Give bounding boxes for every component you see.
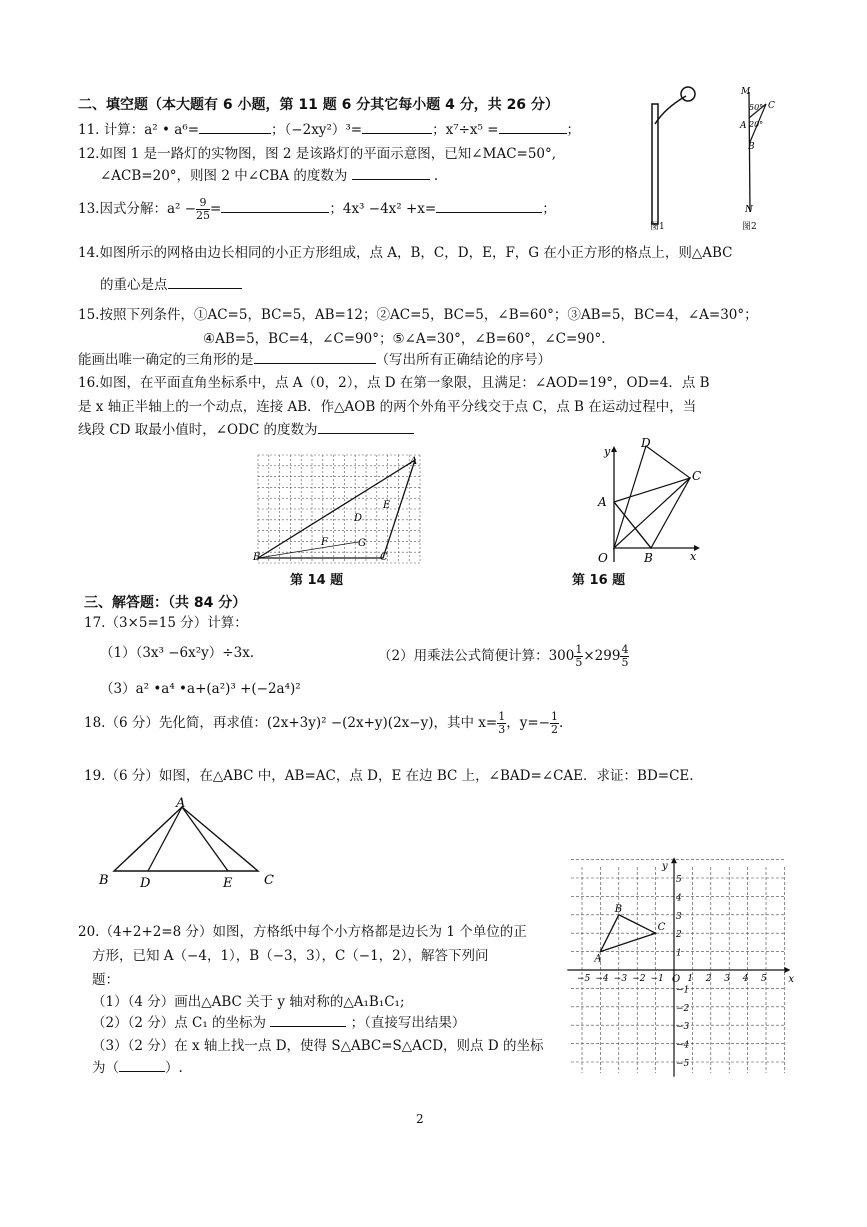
- tick-labels: [577, 875, 767, 1069]
- point-label-A: A: [410, 456, 418, 467]
- angle-label: 20°: [749, 120, 764, 129]
- q16-line1: 16.如图，在平面直角坐标系中，点 A（0，2），点 D 在第一象限，且满足：∠AOD=19°，OD=4．点 B: [78, 375, 710, 391]
- q17-2: （2）用乘法公式简便计算：300 $\frac{1}{5}$ ×299 $\frac{4}{5}$: [378, 643, 629, 669]
- y-tick-label: −3: [676, 1022, 690, 1033]
- x-tick-label: −3: [613, 974, 628, 984]
- axis-label-x: x: [788, 974, 795, 985]
- q20-4: 为（ ）.: [92, 1060, 183, 1076]
- q17-1: （1）（3x³ −6x²y）÷3x.: [100, 645, 255, 661]
- point-label-B: B: [644, 551, 653, 565]
- answer-blank[interactable]: [318, 421, 414, 434]
- angle-label: 50°: [749, 103, 764, 112]
- q16-line2: 是 x 轴正半轴上的一个动点，连接 AB．作△AOB 的两个外角平分线交于点 C，点 B 在运动过程中，当: [78, 399, 697, 415]
- point-label-B: B: [99, 873, 109, 888]
- q19: 19.（6 分）如图，在△ABC 中，AB=AC，点 D，E 在边 BC 上，∠BAD=∠CAE．求证：BD=CE.: [84, 768, 694, 784]
- figure-19-triangle: [96, 795, 286, 890]
- x-tick-label: −4: [595, 974, 609, 984]
- lamp-photo-figure: [652, 87, 695, 224]
- x-axis-arrow: [784, 967, 790, 973]
- y-tick-label: 5: [676, 875, 682, 885]
- point-label-A: A: [740, 121, 747, 131]
- y-tick-label: 4: [676, 893, 682, 904]
- q20-line2: 方形，已知 A（−4，1），B（−3，3），C（−1，2），解答下列问: [92, 948, 489, 964]
- point-label-D: D: [354, 513, 363, 524]
- answer-blank[interactable]: [254, 351, 376, 364]
- q15-line3: 能画出唯一确定的三角形的是 （写出所有正确结论的序号）: [78, 352, 551, 368]
- answer-blank[interactable]: [436, 200, 542, 213]
- point-label-D: D: [641, 436, 651, 450]
- q12-line2: ∠ACB=20°，则图 2 中∠CBA 的度数为 .: [100, 168, 439, 184]
- q17: 17.（3×5=15 分）计算：: [84, 615, 248, 631]
- x-tick-label: −2: [632, 974, 646, 984]
- answer-blank[interactable]: [352, 167, 430, 180]
- x-tick-label: 5: [761, 974, 767, 984]
- fig2-caption: 图2: [742, 222, 757, 232]
- y-tick-label: 2: [676, 930, 682, 941]
- figure-14-grid: [252, 450, 424, 562]
- y-tick-label: −1: [676, 985, 690, 996]
- point-label-O: O: [598, 551, 608, 565]
- y-tick-label: −2: [676, 1003, 690, 1014]
- q18: 18.（6 分）先化简，再求值：(2x+3y)² −(2x+y)(2x−y)，其中 x= $\frac{1}{3}$ ，y=− $\frac{1}{2}$ .: [84, 710, 564, 736]
- q15-line2: ④AB=5，BC=4，∠C=90°；⑤∠A=30°，∠B=60°，∠C=90°.: [203, 331, 606, 347]
- point-label-G: G: [358, 538, 366, 549]
- x-tick-label: 2: [705, 974, 712, 984]
- point-label-A: A: [176, 796, 186, 811]
- q14-line2: 的重心是点: [100, 276, 242, 294]
- q20-line3: 题：: [92, 972, 119, 988]
- point-label-N: N: [745, 205, 753, 215]
- grid-lines: [258, 455, 420, 563]
- point-label-B: B: [748, 142, 755, 152]
- x-tick-label: 3: [724, 974, 730, 984]
- point-label-C: C: [692, 469, 702, 483]
- y-tick-label: 1: [676, 948, 682, 959]
- point-label-B: B: [253, 552, 261, 563]
- segment: [258, 542, 358, 558]
- answer-blank[interactable]: [168, 276, 242, 289]
- figure-16-coordinate-plane: [594, 438, 704, 566]
- answer-blank[interactable]: [362, 121, 432, 134]
- q20-1: （1）（4 分）画出△ABC 关于 y 轴对称的△A₁B₁C₁;: [92, 994, 405, 1010]
- point-label-A: A: [598, 495, 607, 509]
- point-label-D: D: [140, 876, 151, 891]
- x-tick-label: 4: [742, 974, 749, 984]
- point-label-C: C: [768, 101, 775, 111]
- fig14-caption: 第 14 题: [290, 573, 344, 588]
- q14-line1: 14.如图所示的网格由边长相同的小正方形组成，点 A，B，C，D，E，F，G 在小正方形的格点上，则△ABC: [78, 245, 733, 261]
- y-tick-label: −4: [676, 1040, 690, 1051]
- x-tick-label: −5: [577, 974, 591, 984]
- point-label-C: C: [264, 873, 274, 888]
- point-label-A: A: [594, 953, 602, 965]
- y-axis-arrow: [671, 857, 677, 863]
- point-label-B: B: [614, 903, 623, 915]
- point-label-C: C: [380, 552, 388, 563]
- y-tick-label: −5: [676, 1059, 690, 1069]
- q16-line3: 线段 CD 取最小值时，∠ODC 的度数为: [78, 421, 414, 439]
- answer-blank[interactable]: [119, 1059, 165, 1072]
- fraction: $\frac{9}{25}$: [196, 196, 211, 222]
- point-label-C: C: [657, 922, 666, 934]
- point-label-E: E: [223, 876, 233, 891]
- q17-3: （3）a² •a⁴ •a+(a²)³ +(−2a⁴)²: [100, 681, 301, 697]
- origin-label: O: [672, 974, 681, 985]
- lamp-diagram-figure: [739, 87, 775, 215]
- q11: 11. 计算：a² • a⁶= ；（−2xy²）³= ；x⁷÷x⁵ = ；: [78, 122, 581, 138]
- answer-blank[interactable]: [199, 121, 271, 134]
- section3-heading: 三、解答题：（共 84 分）: [84, 595, 247, 611]
- fig1-caption: 图1: [650, 222, 665, 232]
- q20-line1: 20.（4+2+2=8 分）如图，方格纸中每个小方格都是边长为 1 个单位的正: [78, 924, 527, 940]
- answer-blank[interactable]: [499, 121, 567, 134]
- answer-blank[interactable]: [270, 1014, 346, 1027]
- axis-label-y: y: [604, 445, 611, 458]
- point-label-M: M: [741, 87, 751, 97]
- section2-heading: 二、填空题（本大题有 6 小题，第 11 题 6 分其它每小题 4 分，共 26 分）: [78, 97, 559, 113]
- point-label-E: E: [383, 500, 391, 511]
- x-tick-label: 1: [687, 974, 694, 984]
- answer-blank[interactable]: [221, 200, 329, 213]
- axis-label-x: x: [690, 550, 697, 563]
- point-label-F: F: [321, 537, 328, 548]
- figure-20-coordinate-grid: [566, 852, 796, 1072]
- q12-line1: 12.如图 1 是一路灯的实物图，图 2 是该路灯的平面示意图，已知∠MAC=50°,: [78, 146, 557, 162]
- q20-2: （2）（2 分）点 C₁ 的坐标为 ；（直接写出结果）: [92, 1015, 466, 1031]
- q13: 13.因式分解：a² − $\frac{9}{25}$ = ；4x³ −4x² +x= ；: [78, 196, 556, 222]
- page-number: 2: [416, 1112, 424, 1126]
- y-tick-label: 3: [676, 911, 682, 922]
- q20-3: （3）（2 分）在 x 轴上找一点 D，使得 S△ABC=S△ACD，则点 D 的坐标: [92, 1038, 544, 1054]
- fig16-caption: 第 16 题: [572, 573, 626, 588]
- axis-label-y: y: [662, 860, 668, 872]
- x-tick-label: −1: [650, 974, 664, 984]
- street-lamp-figures: [640, 84, 790, 234]
- q15-line1: 15.按照下列条件，①AC=5，BC=5，AB=12；②AC=5，BC=5，∠B=60°；③AB=5，BC=4，∠A=30°；: [78, 307, 758, 323]
